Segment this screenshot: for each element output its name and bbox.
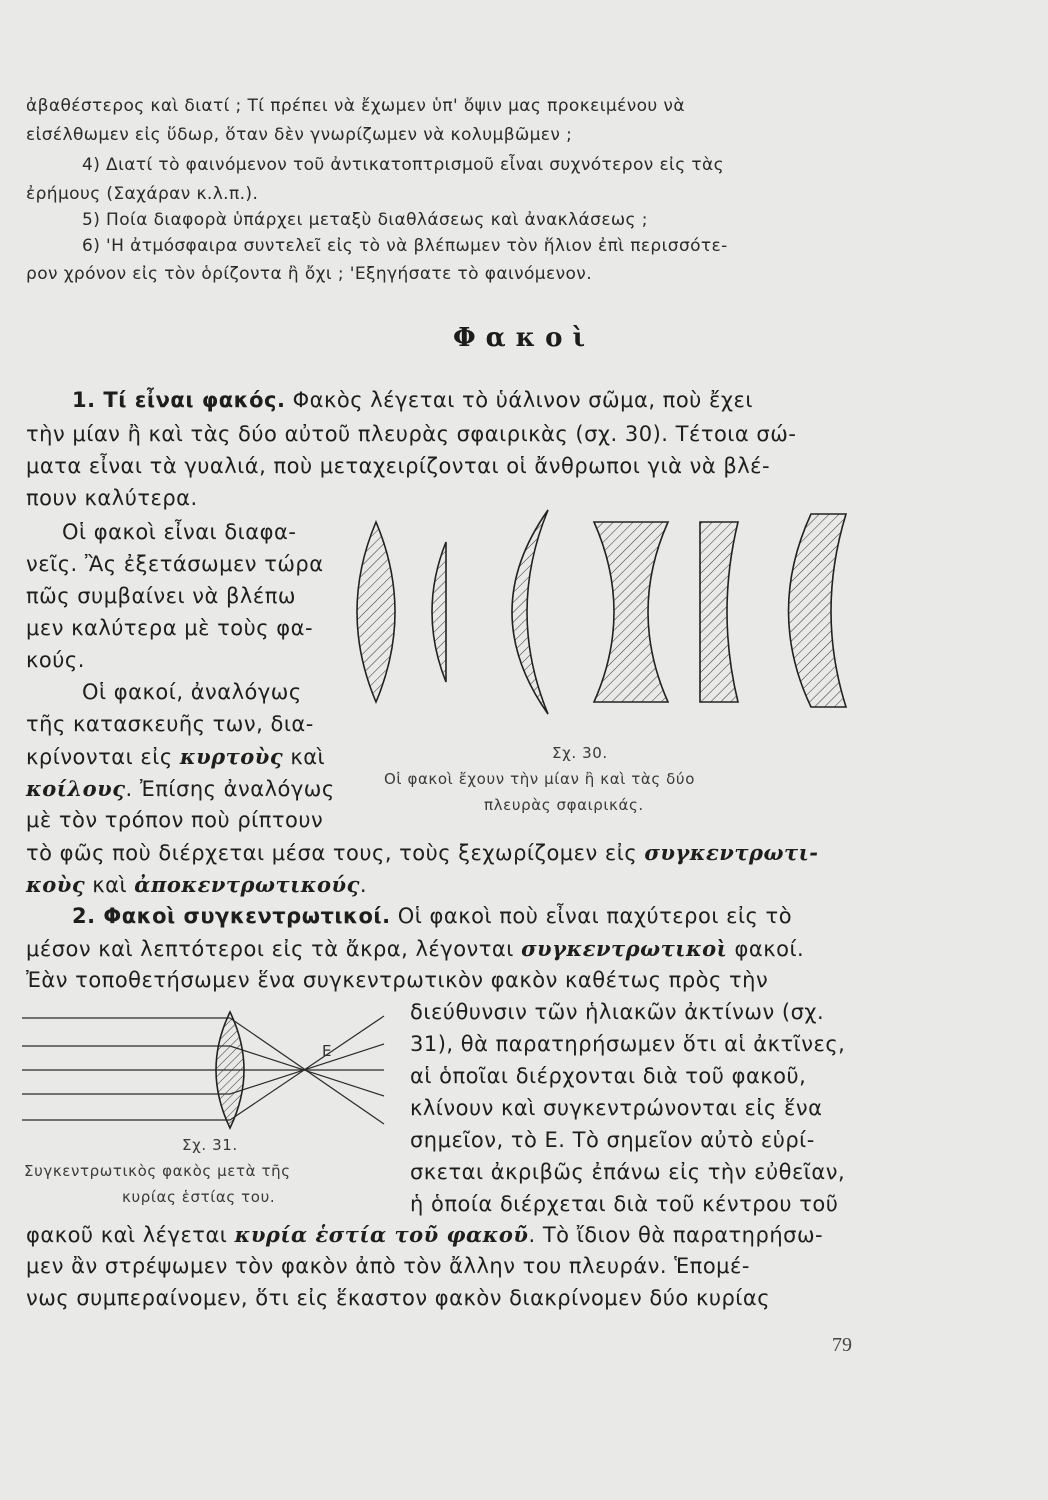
paragraph-line: 31), θὰ παρατηρήσωμεν ὅτι αἱ ἀκτῖνες,: [410, 1032, 846, 1056]
emphasis-term: συγκεντρωτικοὶ: [521, 936, 728, 961]
emphasis-term: κυρτοὺς: [179, 744, 284, 769]
paragraph-line: [72, 388, 753, 412]
paragraph-line: μεν καλύτερα μὲ τοὺς φα-: [26, 616, 314, 640]
figure-caption: κυρίας ἑστίας του.: [122, 1188, 276, 1206]
figure-caption: Οἱ φακοὶ ἔχουν τὴν μίαν ἢ καὶ τὰς δύο: [384, 770, 695, 788]
emphasis-term: συγκεντρωτι-: [644, 840, 819, 865]
question-line: ρον χρόνον εἰς τὸν ὁρίζοντα ἢ ὄχι ; 'Εξηγήσατε τὸ φαινόμενον.: [26, 264, 593, 284]
refracted-ray: [230, 1016, 384, 1120]
paragraph-line: μὲ τὸν τρόπον ποὺ ρίπτουν: [26, 808, 324, 832]
figure-caption: Συγκεντρωτικὸς φακὸς μετὰ τῆς: [24, 1162, 291, 1180]
paragraph-line: κούς.: [26, 648, 85, 672]
figure-30-lenses: [346, 502, 866, 732]
paragraph-line: τῆς κατασκευῆς των, δια-: [26, 712, 314, 736]
paragraph-line: [26, 1222, 823, 1247]
plano-convex-lens: [432, 542, 446, 682]
text-run: καὶ: [283, 745, 326, 769]
convex-lens: [216, 1012, 244, 1128]
paragraph-line: πουν καλύτερα.: [26, 486, 198, 510]
section-heading: 1. Τί εἶναι φακός.: [72, 388, 286, 412]
paragraph-line: νεῖς. Ἂς ἐξετάσωμεν τώρα: [26, 552, 324, 576]
text-run: φακοί.: [727, 937, 805, 961]
paragraph-line: [72, 904, 792, 928]
convexo-concave-lens: [789, 514, 847, 707]
paragraph-line: [26, 872, 367, 897]
refracted-ray: [230, 1046, 384, 1096]
emphasis-term: κοὺς: [26, 872, 86, 897]
paragraph-line: σκεται ἀκριβῶς ἐπάνω εἰς τὴν εὐθεῖαν,: [410, 1160, 846, 1184]
text-run: . Ἐπίσης ἀναλόγως: [125, 777, 335, 801]
figure-label: Σχ. 31.: [182, 1136, 238, 1154]
text-run: Φακὸς λέγεται τὸ ὑάλινον σῶμα, ποὺ ἔχει: [285, 388, 753, 412]
paragraph-line: Οἱ φακοὶ εἶναι διαφα-: [62, 520, 297, 544]
text-run: .: [359, 873, 368, 897]
text-run: μέσον καὶ λεπτότεροι εἰς τὰ ἄκρα, λέγονται: [26, 937, 522, 961]
paragraph-line: αἱ ὁποῖαι διέρχονται διὰ τοῦ φακοῦ,: [410, 1064, 807, 1088]
paragraph-line: [26, 840, 818, 865]
paragraph-line: Ἐὰν τοποθετήσωμεν ἕνα συγκεντρωτικὸν φακὸν καθέτως πρὸς τὴν: [26, 968, 769, 992]
question-line: 6) 'Η ἀτμόσφαιρα συντελεῖ εἰς τὸ νὰ βλέπωμεν τὸν ἥλιον ἐπὶ περισσότε-: [82, 236, 728, 256]
paragraph-line: διεύθυνσιν τῶν ἡλιακῶν ἀκτίνων (σχ.: [410, 1000, 825, 1024]
paragraph-line: ματα εἶναι τὰ γυαλιά, ποὺ μεταχειρίζονται οἱ ἄνθρωποι γιὰ νὰ βλέ-: [26, 454, 771, 478]
paragraph-line: Οἱ φακοί, ἀναλόγως: [82, 680, 302, 704]
paragraph-line: [26, 936, 804, 961]
text-run: τὸ φῶς ποὺ διέρχεται μέσα τους, τοὺς ξεχωρίζομεν εἰς: [26, 841, 645, 865]
focus-label: Ε: [322, 1042, 332, 1060]
text-run: Οἱ φακοὶ ποὺ εἶναι παχύτεροι εἰς τὸ: [390, 904, 793, 928]
question-line: εἰσέλθωμεν εἰς ὕδωρ, ὅταν δὲν γνωρίζωμεν νὰ κολυμβῶμεν ;: [26, 125, 573, 145]
meniscus-lens: [512, 510, 548, 714]
paragraph-line: κλίνουν καὶ συγκεντρώνονται εἰς ἕνα: [410, 1096, 823, 1120]
question-line: ἐρήμους (Σαχάραν κ.λ.π.).: [26, 184, 259, 204]
emphasis-term: κυρία ἑστία τοῦ φακοῦ: [234, 1222, 529, 1247]
figure-label: Σχ. 30.: [552, 744, 608, 762]
paragraph-line: σημεῖον, τὸ Ε. Τὸ σημεῖον αὐτὸ εὑρί-: [410, 1128, 815, 1152]
paragraph-line: τὴν μίαν ἢ καὶ τὰς δύο αὐτοῦ πλευρὰς σφαιρικὰς (σχ. 30). Τέτοια σώ-: [26, 422, 797, 446]
paragraph-line: ἡ ὁποία διέρχεται διὰ τοῦ κέντρου τοῦ: [410, 1192, 839, 1216]
biconcave-lens: [594, 522, 668, 702]
plano-concave-lens: [700, 522, 738, 702]
question-line: 5) Ποία διαφορὰ ὑπάρχει μεταξὺ διαθλάσεως καὶ ἀνακλάσεως ;: [82, 210, 648, 230]
text-run: κρίνονται εἰς: [26, 745, 180, 769]
paragraph-line: νως συμπεραίνομεν, ὅτι εἰς ἕκαστον φακὸν διακρίνομεν δύο κυρίας: [26, 1286, 771, 1310]
emphasis-term: ἀποκεντρωτικούς: [134, 872, 360, 897]
paragraph-line: μεν ἂν στρέψωμεν τὸν φακὸν ἀπὸ τὸν ἄλλην του πλευράν. Ἑπομέ-: [26, 1254, 750, 1278]
question-line: 4) Διατί τὸ φαινόμενον τοῦ ἀντικατοπτρισμοῦ εἶναι συχνότερον εἰς τὰς: [82, 155, 724, 175]
section-heading: 2. Φακοὶ συγκεντρωτικοί.: [72, 904, 391, 928]
paragraph-line: πῶς συμβαίνει νὰ βλέπω: [26, 584, 296, 608]
refracted-ray: [230, 1044, 384, 1094]
biconvex-lens: [357, 522, 395, 702]
text-run: . Τὸ ἴδιον θὰ παρατηρήσω-: [528, 1223, 824, 1247]
section-title: Φακοὶ: [452, 323, 596, 353]
figure-caption: πλευρὰς σφαιρικάς.: [484, 796, 644, 814]
paragraph-line: [26, 744, 325, 769]
text-run: φακοῦ καὶ λέγεται: [26, 1223, 235, 1247]
question-line: ἀβαθέστερος καὶ διατί ; Τί πρέπει νὰ ἔχωμεν ὑπ' ὄψιν μας προκειμένου νὰ: [26, 96, 685, 116]
paragraph-line: [26, 776, 335, 801]
emphasis-term: κοίλους: [26, 776, 126, 801]
page-number: 79: [832, 1334, 852, 1356]
text-run: καὶ: [85, 873, 135, 897]
figure-31-converging-lens: [22, 1008, 392, 1138]
